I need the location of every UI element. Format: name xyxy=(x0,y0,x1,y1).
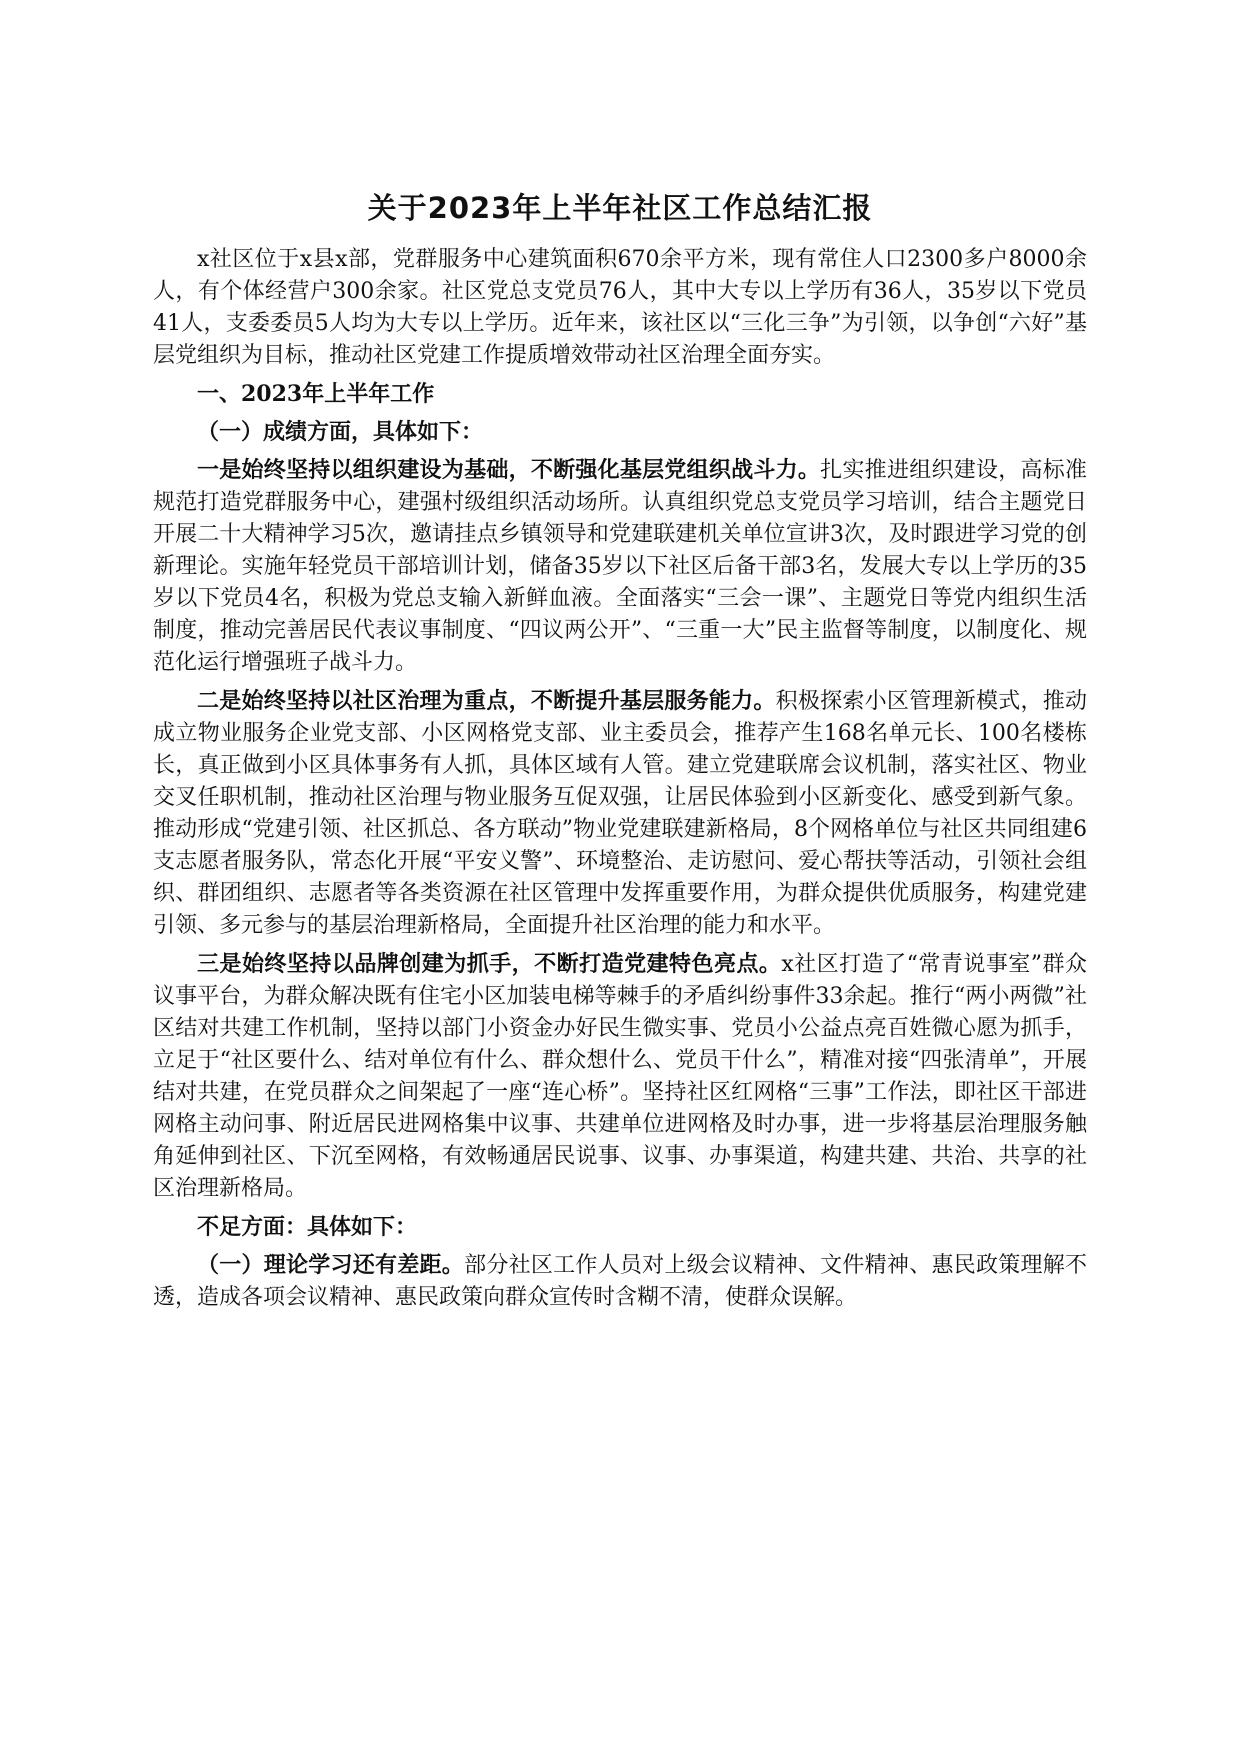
achievement-3-text: x社区打造了“常青说事室”群众议事平台，为群众解决既有住宅小区加装电梯等棘手的矛盾纠纷事件33余起。推行“两小两微”社区结对共建工作机制，坚持以部门小资金办好民生微实事、党员小公益点亮百姓微心愿为抓手，立足于“社区要什么、结对单位有什么、群众想什么、党员干什么”，精准对接“四张清单”，开展结对共建，在党员群众之间架起了一座“连心桥”。坚持社区红网格“三事”工作法，即社区干部进网格主动问事、附近居民进网格集中议事、共建单位进网格及时办事，进一步将基层治理服务触角延伸到社区、下沉至网格，有效畅通居民说事、议事、办事渠道，构建共建、共治、共享的社区治理新格局。 xyxy=(153,952,1087,1201)
subsection-heading-shortcomings: 不足方面：具体如下： xyxy=(197,1214,418,1240)
intro-paragraph: x社区位于x县x部，党群服务中心建筑面积670余平方米，现有常住人口2300多户8000余人，有个体经营户300余家。社区党总支党员76人，其中大专以上学历有36人，35岁以下党员41人，支委委员5人均为大专以上学历。近年来，该社区以“三化三争”为引领，以争创“六好”基层党组织为目标，推动社区党建工作提质增效带动社区治理全面夯实。 xyxy=(153,247,1087,368)
achievement-paragraph-2 xyxy=(153,685,1087,942)
achievement-1-lead: 一是始终坚持以组织建设为基础，不断强化基层党组织战斗力。 xyxy=(197,457,821,483)
achievement-3-lead: 三是始终坚持以品牌创建为抓手，不断打造党建特色亮点。 xyxy=(197,951,782,977)
shortcoming-1-text: 部分社区工作人员对上级会议精神、文件精神、惠民政策理解不透，造成各项会议精神、惠民政策向群众宣传时含糊不清，使群众误解。 xyxy=(153,1253,1087,1310)
shortcoming-paragraph-1 xyxy=(153,1249,1087,1314)
document-title: 关于2023年上半年社区工作总结汇报 xyxy=(367,191,873,225)
achievement-1-text: 扎实推进组织建设，高标准规范打造党群服务中心，建强村级组织活动场所。认真组织党总支党员学习培训，结合主题党日开展二十大精神学习5次，邀请挂点乡镇领导和党建联建机关单位宣讲3次，及时跟进学习党的创新理论。实施年轻党员干部培训计划，储备35岁以下社区后备干部3名，发展大专以上学历的35岁以下党员4名，积极为党总支输入新鲜血液。全面落实“三会一课”、主题党日等党内组织生活制度，推动完善居民代表议事制度、“四议两公开”、“三重一大”民主监督等制度，以制度化、规范化运行增强班子战斗力。 xyxy=(153,458,1087,675)
achievement-paragraph-3 xyxy=(153,948,1087,1205)
achievement-2-text: 积极探索小区管理新模式，推动成立物业服务企业党支部、小区网格党支部、业主委员会，推荐产生168名单元长、100名楼栋长，真正做到小区具体事务有人抓，具体区域有人管。建立党建联席会议机制，落实社区、物业交叉任职机制，推动社区治理与物业服务互促双强，让居民体验到小区新变化、感受到新气象。推动形成“党建引领、社区抓总、各方联动”物业党建联建新格局，8个网格单位与社区共同组建6支志愿者服务队，常态化开展“平安义警”、环境整治、走访慰问、爱心帮扶等活动，引领社会组织、群团组织、志愿者等各类资源在社区管理中发挥重要作用，为群众提供优质服务，构建党建引领、多元参与的基层治理新格局，全面提升社区治理的能力和水平。 xyxy=(153,689,1087,938)
subsection-heading-achievements: （一）成绩方面，具体如下： xyxy=(197,419,484,445)
achievement-2-lead: 二是始终坚持以社区治理为重点，不断提升基层服务能力。 xyxy=(197,688,776,714)
achievement-paragraph-1 xyxy=(153,454,1087,679)
document-body xyxy=(153,188,1087,1320)
shortcoming-1-lead: （一）理论学习还有差距。 xyxy=(197,1252,465,1278)
section-heading-first-half-work: 一、2023年上半年工作 xyxy=(197,381,435,407)
